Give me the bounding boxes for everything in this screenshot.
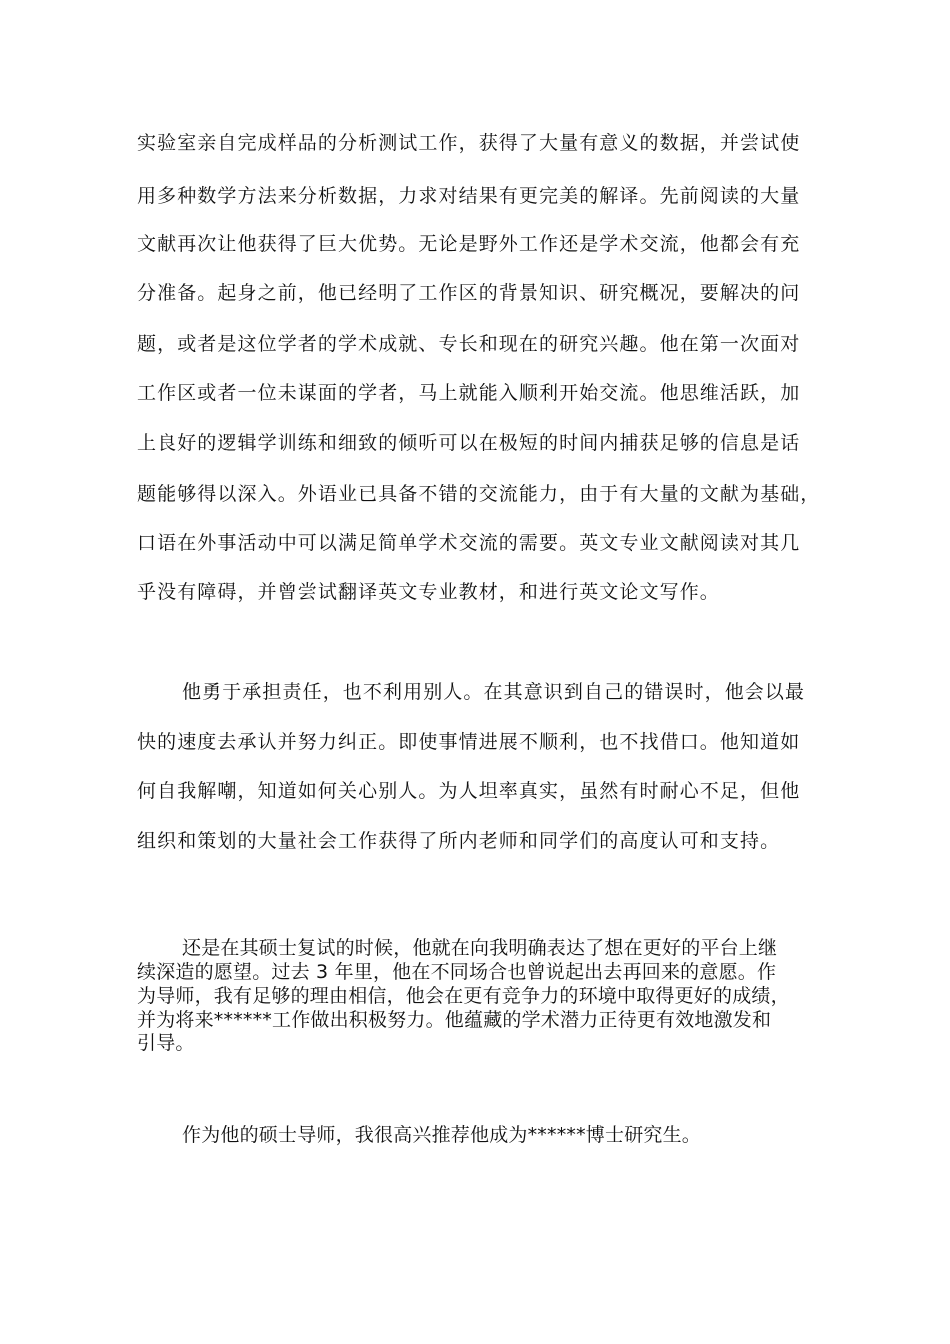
text-line: 为导师，我有足够的理由相信，他会在更有竞争力的环境中取得更好的成绩， xyxy=(137,985,790,1007)
text-line: 他勇于承担责任，也不利用别人。在其意识到自己的错误时，他会以最 xyxy=(182,681,806,703)
text-line: 何自我解嘲，知道如何关心别人。为人坦率真实，虽然有时耐心不足，但他 xyxy=(137,780,801,802)
text-line: 乎没有障碍，并曾尝试翻译英文专业教材，和进行英文论文写作。 xyxy=(137,581,720,603)
text-line: 组织和策划的大量社会工作获得了所内老师和同学们的高度认可和支持。 xyxy=(137,830,781,852)
text-line: 工作区或者一位未谋面的学者，马上就能入顺利开始交流。他思维活跃，加 xyxy=(137,382,801,404)
text-line: 文献再次让他获得了巨大优势。无论是野外工作还是学术交流，他都会有充 xyxy=(137,233,801,255)
text-line: 分准备。起身之前，他已经明了工作区的背景知识、研究概况，要解决的问 xyxy=(137,282,801,304)
text-line: 题，或者是这位学者的学术成就、专长和现在的研究兴趣。他在第一次面对 xyxy=(137,333,801,355)
text-line: 作为他的硕士导师，我很高兴推荐他成为******博士研究生。 xyxy=(182,1124,702,1146)
text-line: 上良好的逻辑学训练和细致的倾听可以在极短的时间内捕获足够的信息是话 xyxy=(137,432,801,454)
text-line: 引导。 xyxy=(137,1032,195,1054)
text-line: 用多种数学方法来分析数据，力求对结果有更完美的解译。先前阅读的大量 xyxy=(137,185,801,207)
text-line: 快的速度去承认并努力纠正。即使事情进展不顺利，也不找借口。他知道如 xyxy=(137,731,801,753)
text-line: 实验室亲自完成样品的分析测试工作，获得了大量有意义的数据，并尝试使 xyxy=(137,132,801,154)
text-line: 还是在其硕士复试的时候，他就在向我明确表达了想在更好的平台上继 xyxy=(182,937,778,959)
text-line: 并为将来******工作做出积极努力。他蕴藏的学术潜力正待更有效地激发和 xyxy=(137,1009,772,1031)
text-line: 续深造的愿望。过去 3 年里，他在不同场合也曾说起出去再回来的意愿。作 xyxy=(137,961,777,983)
text-line: 口语在外事活动中可以满足简单学术交流的需要。英文专业文献阅读对其几 xyxy=(137,532,801,554)
text-line: 题能够得以深入。外语业已具备不错的交流能力，由于有大量的文献为基础， xyxy=(137,483,821,505)
